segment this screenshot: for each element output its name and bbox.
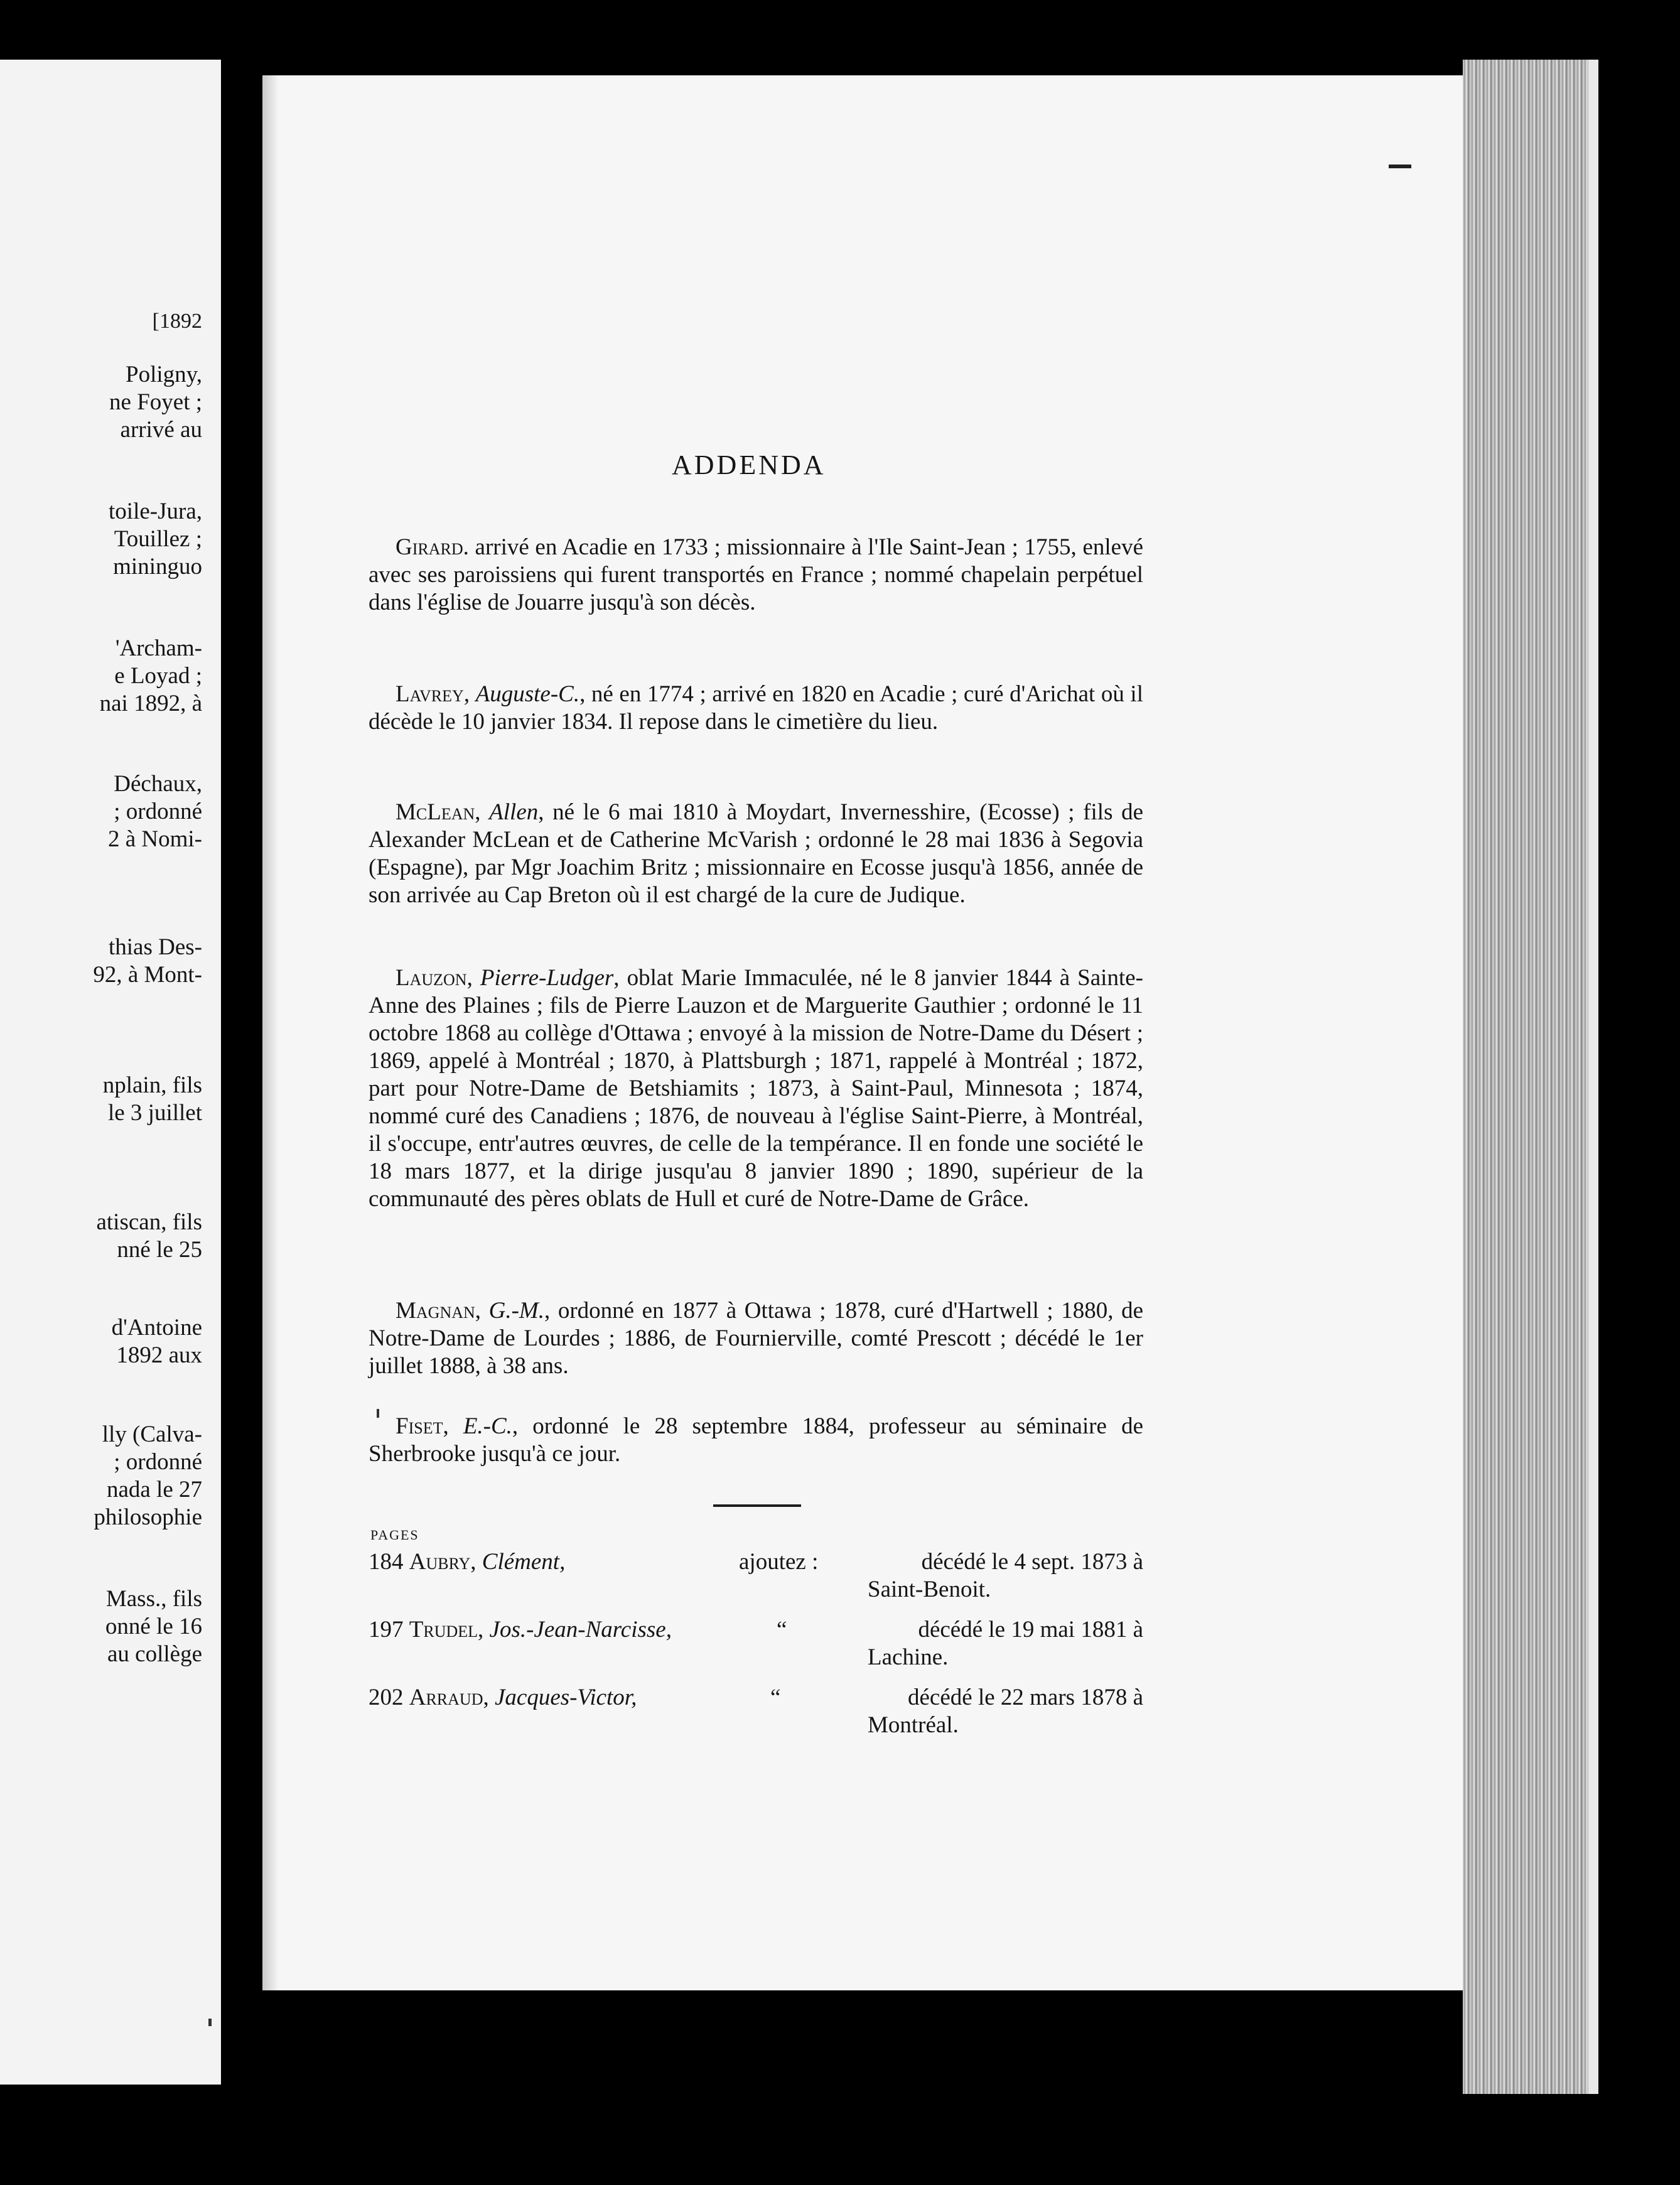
left-line: e Loyad ; <box>114 663 202 689</box>
left-line: lly (Calva- <box>102 1422 202 1447</box>
correction-page: 197 <box>369 1617 404 1643</box>
entry-name: Girard <box>396 534 463 560</box>
entry-fiset: Fiset, E.-C., ordonné le 28 septembre 1884, professeur au séminaire de Sherbrooke jusqu'à ce jour. <box>369 1413 1143 1467</box>
left-line: d'Antoine <box>111 1315 202 1341</box>
left-line: nné le 25 <box>117 1237 202 1263</box>
correction-page: 184 <box>369 1549 404 1575</box>
left-line: le 3 juillet <box>107 1100 202 1126</box>
entry-name: Lauzon <box>396 965 467 991</box>
entry-given-name: E.-C. <box>463 1413 512 1439</box>
page-edges <box>1463 60 1588 2094</box>
page-edges-outer <box>1588 60 1598 2094</box>
left-line: Mass., fils <box>105 1586 202 1612</box>
left-line: 1892 aux <box>116 1342 202 1368</box>
entry-text: , ordonné le 28 septembre 1884, professeur au séminaire de Sherbrooke jusqu'à ce jour. <box>369 1413 1143 1467</box>
entry-given-name: Allen <box>489 799 539 825</box>
left-line: 'Archam- <box>115 635 202 661</box>
correction-name: Arraud <box>409 1685 483 1710</box>
left-line: Touillez ; <box>114 526 202 552</box>
left-line: onné le 16 <box>105 1614 202 1639</box>
correction-row: 197 Trudel, Jos.-Jean-Narcisse, “ décédé le 19 mai 1881 à Lachine. <box>369 1617 1143 1670</box>
entry-name: Lavrey <box>396 681 464 707</box>
entry-text: , oblat Marie Immaculée, né le 8 janvier 1844 à Sainte-Anne des Plaines ; fils de Pierre Lauzon et de Marguerite Gauthier ; ordonné le 11 octobre 1868 au collège d'Ottawa ; envoyé à la mission de Notre-Dame du Désert ; 1869, appelé à Montréal ; 1870, à Plattsburgh ; 1871, rappelé à Montréal ; 1872, part pour Notre-Dame de Betshiamits ; 1873, à Saint-Paul, Minnesota ; 1874, nommé curé des Canadiens ; 1876, de nouveau à l'église Saint-Pierre, à Montréal, il s'occupe, entr'autres œuvres, de celle de la tempérance. Il en fonde une société le 18 mars 1877, et la dirige jusqu'au 8 janvier 1890 ; 1890, supérieur de la communauté des pères oblats de Hull et curé de Notre-Dame de Grâce. <box>369 965 1143 1212</box>
left-margin-mark <box>208 2019 212 2026</box>
left-line: Poligny, <box>126 362 202 387</box>
left-line: ; ordonné <box>114 799 202 824</box>
left-line: thias Des- <box>109 934 202 960</box>
correction-row: 202 Arraud, Jacques-Victor, “ décédé le 22 mars 1878 à Montréal. <box>369 1685 1143 1738</box>
left-line: arrivé au <box>120 417 202 443</box>
entry-given-name: Auguste-C. <box>475 681 580 707</box>
correction-place: Montréal. <box>868 1712 959 1738</box>
entry-girard <box>369 534 1143 617</box>
entry-text: , né en 1774 ; arrivé en 1820 en Acadie ; curé d'Arichat où il décède le 10 janvier 1834. Il repose dans le cimetière du lieu. <box>369 681 1143 735</box>
entry-text: , ordonné en 1877 à Ottawa ; 1878, curé d'Hartwell ; 1880, de Notre-Dame de Lourdes ; 1886, de Fournierville, comté Prescott ; décédé le 1er juillet 1888, à 38 ans. <box>369 1298 1143 1379</box>
correction-row: 184 Aubry, Clément, ajoutez : décédé le 4 sept. 1873 à Saint-Benoit. <box>369 1549 1143 1602</box>
page-heading: ADDENDA <box>672 450 826 480</box>
left-page-fragment <box>0 60 221 2085</box>
entry-magnan: Magnan, G.-M., ordonné en 1877 à Ottawa ; 1878, curé d'Hartwell ; 1880, de Notre-Dame de Lourdes ; 1886, de Fournierville, comté Prescott ; décédé le 1er juillet 1888, à 38 ans. <box>369 1298 1143 1379</box>
margin-mark <box>1389 165 1411 168</box>
entry-text: , né le 6 mai 1810 à Moydart, Invernesshire, (Ecosse) ; fils de Alexander McLean et de Catherine McVarish ; ordonné le 28 mai 1836 à Segovia (Espagne), par Mgr Joachim Britz ; missionnaire en Ecosse jusqu'à 1856, année de son arrivée au Cap Breton où il est chargé de la cure de Judique. <box>369 799 1143 908</box>
entry-name: McLean <box>396 799 475 825</box>
correction-page: 202 <box>369 1685 404 1710</box>
left-line: 92, à Mont- <box>93 962 202 988</box>
left-line: 2 à Nomi- <box>107 826 202 852</box>
correction-text: décédé le 19 mai 1881 à <box>918 1617 1143 1643</box>
entry-given-name: G.-M. <box>488 1298 544 1324</box>
correction-given-name: Jos.-Jean-Narcisse, <box>489 1617 672 1643</box>
left-line: atiscan, fils <box>96 1209 202 1235</box>
correction-name: Aubry <box>409 1549 471 1575</box>
left-page-header-year: [1892 <box>152 310 202 333</box>
left-line: Déchaux, <box>114 771 202 797</box>
left-line: nplain, fils <box>102 1072 202 1098</box>
entry-name: Fiset <box>396 1413 443 1439</box>
left-line: philosophie <box>94 1504 202 1530</box>
correction-qualifier: “ <box>777 1617 787 1643</box>
correction-text: décédé le 22 mars 1878 à <box>908 1685 1143 1710</box>
left-line: mininguo <box>113 554 202 580</box>
entry-name: Magnan <box>396 1298 475 1324</box>
entry-mclean: McLean, Allen, né le 6 mai 1810 à Moydart, Invernesshire, (Ecosse) ; fils de Alexander McLean et de Catherine McVarish ; ordonné le 28 mai 1836 à Segovia (Espagne), par Mgr Joachim Britz ; missionnaire en Ecosse jusqu'à 1856, année de son arrivée au Cap Breton où il est chargé de la cure de Judique. <box>369 799 1143 908</box>
correction-name: Trudel <box>409 1617 478 1643</box>
entry-lauzon: Lauzon, Pierre-Ludger, oblat Marie Immaculée, né le 8 janvier 1844 à Sainte-Anne des Plaines ; fils de Pierre Lauzon et de Marguerite Gauthier ; ordonné le 11 octobre 1868 au collège d'Ottawa ; envoyé à la mission de Notre-Dame du Désert ; 1869, appelé à Montréal ; 1870, à Plattsburgh ; 1871, rappelé à Montréal ; 1872, part pour Notre-Dame de Betshiamits ; 1873, à Saint-Paul, Minnesota ; 1874, nommé curé des Canadiens ; 1876, de nouveau à l'église Saint-Pierre, à Montréal, il s'occupe, entr'autres œuvres, de celle de la tempérance. Il en fonde une société le 18 mars 1877, et la dirige jusqu'au 8 janvier 1890 ; 1890, supérieur de la communauté des pères oblats de Hull et curé de Notre-Dame de Grâce. <box>369 965 1143 1212</box>
section-rule <box>713 1504 801 1507</box>
left-line: ne Foyet ; <box>109 389 202 415</box>
correction-place: Lachine. <box>868 1644 949 1670</box>
left-line: nai 1892, à <box>99 691 202 716</box>
left-line: toile-Jura, <box>109 499 202 524</box>
correction-place: Saint-Benoit. <box>868 1577 991 1602</box>
correction-qualifier: “ <box>770 1685 781 1710</box>
pages-label: PAGES <box>370 1527 419 1543</box>
gutter-shadow <box>262 75 279 1990</box>
left-line: au collège <box>107 1641 202 1667</box>
correction-text: décédé le 4 sept. 1873 à <box>921 1549 1143 1575</box>
entry-text: . arrivé en Acadie en 1733 ; missionnaire à l'Ile Saint-Jean ; 1755, enlevé avec ses paroissiens qui furent transportés en France ; nommé chapelain perpétuel dans l'église de Jouarre jusqu'à son décès. <box>369 534 1143 615</box>
left-line: nada le 27 <box>106 1477 202 1503</box>
left-line: ; ordonné <box>114 1449 202 1475</box>
correction-qualifier: ajoutez : <box>739 1549 819 1575</box>
correction-given-name: Jacques-Victor, <box>494 1685 637 1710</box>
entry-lavrey: Lavrey, Auguste-C., né en 1774 ; arrivé en 1820 en Acadie ; curé d'Arichat où il décède le 10 janvier 1834. Il repose dans le cimetière du lieu. <box>369 681 1143 735</box>
entry-given-name: Pierre-Ludger <box>480 965 614 991</box>
correction-given-name: Clément, <box>482 1549 566 1575</box>
